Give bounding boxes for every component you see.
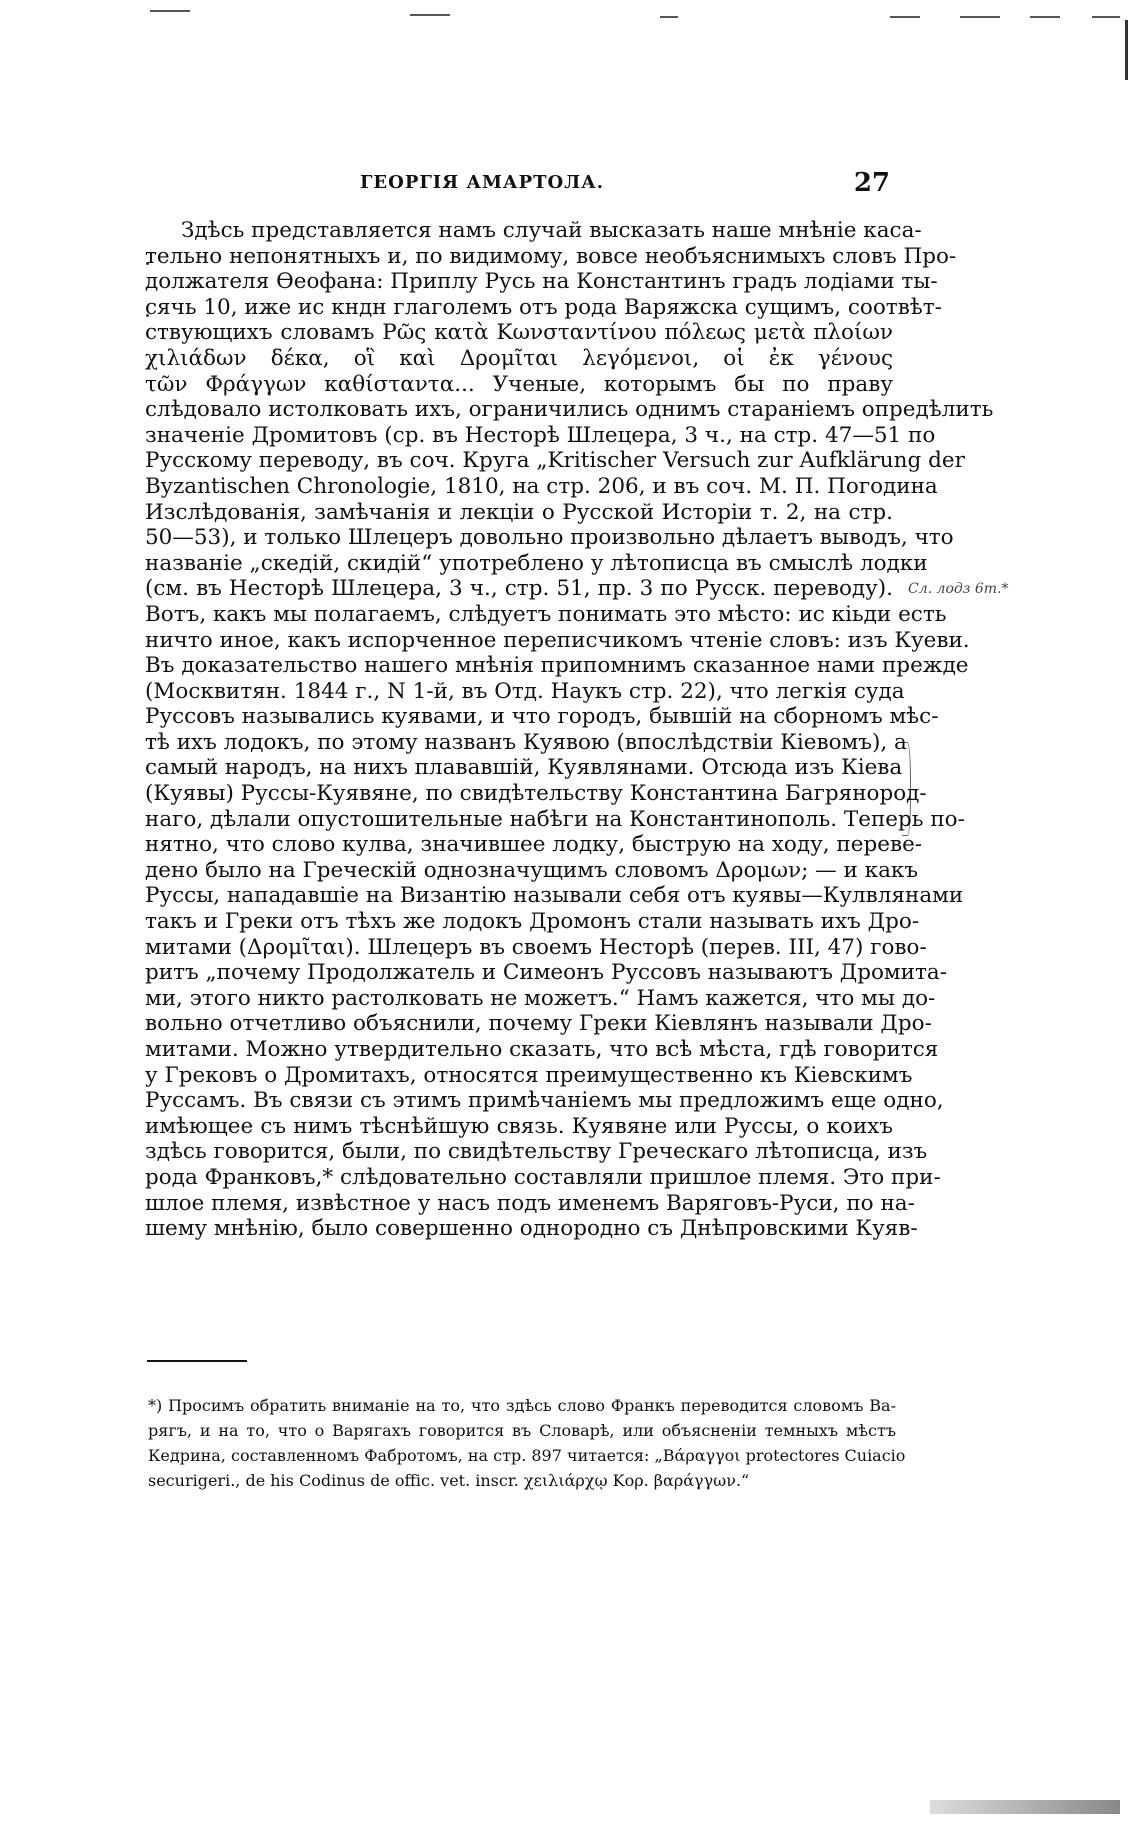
text-line: Изслѣдованія, замѣчанія и лекціи о Русской Исторіи т. 2, на стр.: [145, 499, 893, 525]
scan-artifact-line: [410, 14, 450, 16]
text-line: дено было на Греческій однозначущимъ словомъ Δρομων; — и какъ: [145, 857, 919, 883]
text-line: (Москвитян. 1844 г., N 1-й, въ Отд. Наукъ стр. 22), что легкія суда: [145, 678, 905, 704]
footnote-line: *) Просимъ обратить вниманіе на то, что здѣсь слово Франкъ переводится словомъ Ва-: [148, 1396, 896, 1415]
text-line: Русскому переводу, въ соч. Круга „Kritischer Versuch zur Aufklärung der: [145, 448, 965, 474]
scan-artifact-line: [960, 16, 1000, 18]
footnote-separator: [147, 1360, 247, 1362]
text-line: τῶν Φράγγων καθίσταντα... Ученые, которымъ бы по праву: [145, 371, 893, 397]
text-line: митами. Можно утвердительно сказать, что всѣ мѣста, гдѣ говорится: [145, 1037, 939, 1062]
text-line: шлое племя, извѣстное у насъ подъ именемъ Варяговъ-Руси, по на-: [145, 1190, 915, 1216]
text-line: ничто иное, какъ испорченное переписчикомъ чтеніе словъ: изъ Куеви.: [145, 627, 970, 653]
footnote-line: securigeri., de his Codinus de offic. vet. inscr. χειλιάρχῳ Κορ. βαράγγων.“: [148, 1471, 750, 1490]
running-title: ГЕОРГІЯ АМАРТОЛА.: [360, 172, 605, 193]
text-line: Руссовъ назывались куявами, и что городъ, бывшій на сборномъ мѣс-: [145, 704, 939, 730]
scan-artifact-line: [1030, 16, 1060, 18]
text-line: наго, дѣлали опустошительные набѣги на Константинополь. Теперь по-: [145, 806, 965, 832]
handwritten-margin-note: Сл. лодз 6т.*: [908, 581, 1009, 597]
text-line: (см. въ Несторѣ Шлецера, 3 ч., стр. 51, пр. 3 по Русск. переводу).: [145, 576, 893, 602]
text-line: рода Франковъ,* слѣдовательно составляли пришлое племя. Это при-: [145, 1164, 941, 1190]
text-line: шему мнѣнію, было совершенно однородно съ Днѣпровскими Куяв-: [145, 1216, 918, 1242]
text-line: χιλιάδων δέκα, οἳ καὶ Δρομῖται λεγόμενοι, οἱ ἐκ γένους: [145, 345, 893, 371]
text-line: (Куявы) Руссы-Куявяне, по свидѣтельству Константина Багрянород-: [145, 781, 927, 807]
text-line: слѣдовало истолковать ихъ, ограничились однимъ стараніемъ опредѣлить: [145, 397, 994, 423]
text-line: вольно отчетливо объяснили, почему Греки Кіевлянъ называли Дро-: [145, 1011, 932, 1037]
text-line: у Грековъ о Дромитахъ, относятся преимущественно къ Кіевскимъ: [145, 1062, 913, 1088]
text-line: ритъ „почему Продолжатель и Симеонъ Руссовъ называютъ Дромита-: [145, 960, 947, 986]
text-line: значеніе Дромитовъ (ср. въ Несторѣ Шлецера, 3 ч., на стр. 47—51 по: [145, 422, 936, 448]
text-line: имѣющее съ нимъ тѣснѣйшую связь. Куявяне или Руссы, о коихъ: [145, 1113, 893, 1139]
scan-artifact-line: [1092, 16, 1120, 18]
text-line: Въ доказательство нашего мнѣнія припомнимъ сказанное нами прежде: [145, 653, 969, 679]
page-header: [360, 168, 890, 202]
text-line: Руссы, нападавшіе на Византію называли себя отъ куявы—Кулвлянами: [145, 883, 964, 909]
page-edge-mark: [1125, 20, 1128, 80]
text-line: такъ и Греки отъ тѣхъ же лодокъ Дромонъ стали называть ихъ Дро-: [145, 909, 920, 935]
text-line: должателя Ѳеофана: Приплу Русь на Константинъ градъ лодіами ты-: [145, 269, 938, 295]
footnote: [148, 1393, 906, 1493]
page-number: 27: [853, 168, 890, 198]
text-line: тѣ ихъ лодокъ, по этому названъ Куявою (впослѣдствіи Кіевомъ), а: [145, 729, 907, 755]
scan-artifact-line: [150, 10, 190, 12]
footnote-line: рягъ, и на то, что о Варягахъ говорится въ Словарѣ, или объясненіи темныхъ мѣстъ: [148, 1421, 896, 1440]
text-line: нятно, что слово кулва, значившее лодку, быструю на ходу, переве-: [145, 832, 923, 858]
scan-artifact-line: [660, 16, 678, 18]
text-line: Вотъ, какъ мы полагаемъ, слѣдуетъ понимать это мѣсто: ис кіьди есть: [145, 601, 947, 627]
scan-artifact-line: [890, 16, 920, 18]
text-line: сячь 10, иже ис кндн глаголемъ отъ рода Варяжска сущимъ, соотвѣт-: [145, 294, 942, 320]
text-line: Byzantischen Chronologie, 1810, на стр. 206, и въ соч. М. П. Погодина: [145, 473, 938, 499]
text-line: ми, этого никто растолковать не можетъ.“ Намъ кажется, что мы до-: [145, 985, 936, 1011]
text-line: ствующихъ словамъ Ρῶς κατὰ Κωνσταντίνου πόλεως μετὰ πλοίων: [145, 320, 893, 346]
text-line: Здѣсь представляется намъ случай высказать наше мнѣніе каса-: [181, 218, 922, 243]
text-line: митами (Δρομῖται). Шлецеръ въ своемъ Несторѣ (перев. III, 47) гово-: [145, 934, 927, 960]
scan-edge-shadow: [930, 1800, 1120, 1814]
text-line: здѣсь говорится, были, по свидѣтельству Греческаго лѣтописца, изъ: [145, 1139, 928, 1165]
footnote-line: Кедрина, составленномъ Фабротомъ, на стр. 897 читается: „Βάραγγοι protectores Cuiacio: [148, 1446, 906, 1465]
text-line: Руссамъ. Въ связи съ этимъ примѣчаніемъ мы предложимъ еще одно,: [145, 1088, 944, 1114]
text-line: тельно непонятныхъ и, по видимому, вовсе необъяснимыхъ словъ Про-: [145, 243, 957, 269]
text-line: названіе „скедій, скидій“ употреблено у лѣтописца въ смыслѣ лодки: [145, 550, 928, 576]
text-line: 50—53), и только Шлецеръ довольно произвольно дѣлаетъ выводъ, что: [145, 525, 954, 551]
text-line: самый народъ, на нихъ плававшій, Куявлянами. Отсюда изъ Кіева: [145, 755, 903, 781]
